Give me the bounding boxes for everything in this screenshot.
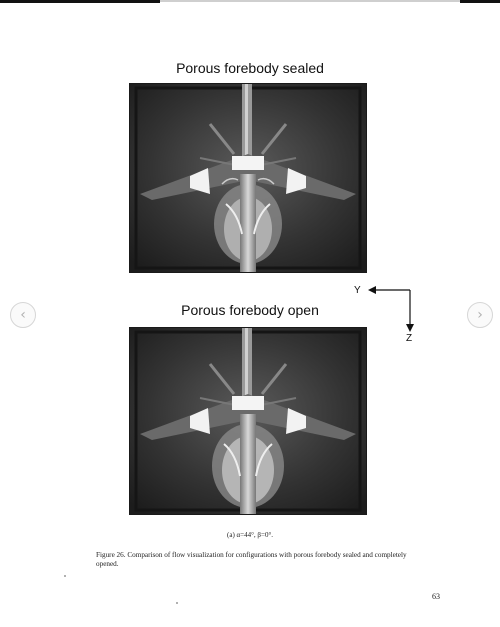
- chevron-left-icon: ‹: [20, 307, 26, 323]
- photo-title-open: Porous forebody open: [181, 302, 319, 318]
- figure-subcaption: (a) α=44°, β=0°.: [227, 531, 273, 539]
- figure-caption: Figure 26. Comparison of flow visualization for configurations with porous forebody sealed and completely opened.: [96, 551, 407, 568]
- photo-title-sealed: Porous forebody sealed: [176, 60, 324, 76]
- top-edge-bar: [0, 0, 500, 4]
- wind-tunnel-photo-sealed: [130, 84, 366, 272]
- scan-speck: [64, 575, 66, 577]
- chevron-right-icon: ›: [477, 307, 483, 323]
- page-number: 63: [432, 592, 440, 601]
- scan-speck: [176, 602, 178, 604]
- next-page-button[interactable]: [467, 302, 493, 328]
- axis-label-z: Z: [406, 333, 413, 344]
- axis-indicator-arrows: [364, 282, 420, 334]
- previous-page-button[interactable]: [10, 302, 36, 328]
- axis-label-y: Y: [354, 285, 361, 296]
- wind-tunnel-photo-open: [130, 328, 366, 514]
